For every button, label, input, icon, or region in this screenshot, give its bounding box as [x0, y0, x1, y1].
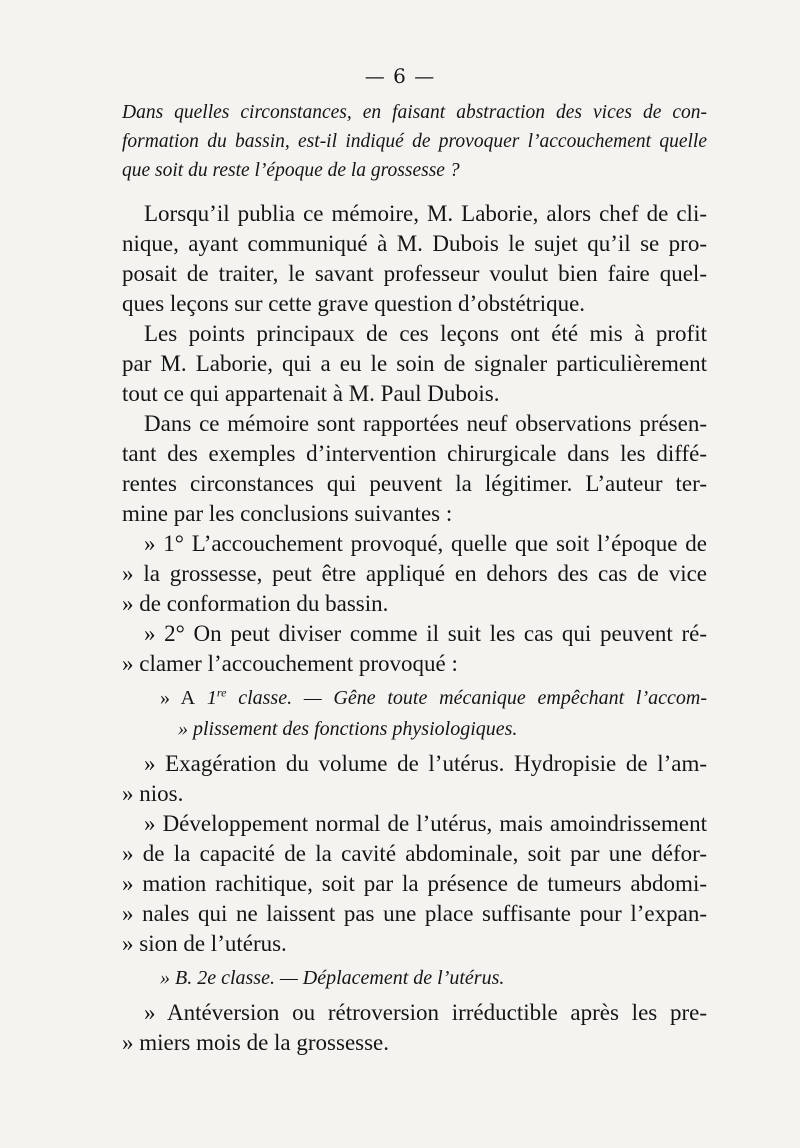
text-line: » 2° On peut diviser comme il suit les cas qui peuvent ré- [144, 621, 707, 646]
text-line: » miers mois de la grossesse. [122, 1030, 390, 1055]
class-b-heading [122, 963, 707, 994]
paragraph-1 [122, 199, 707, 319]
class-a-heading [122, 683, 707, 745]
conclusion-2 [122, 619, 707, 679]
text-line: » nales qui ne laissent pas une place suffisante pour l’expan- [122, 901, 707, 926]
text-line: » la grossesse, peut être appliqué en dehors des cas de vice [122, 561, 707, 586]
text-line: que soit du reste l’époque de la grossesse ? [122, 160, 460, 181]
paragraph-2 [122, 319, 707, 409]
text-line: » Exagération du volume de l’utérus. Hydropisie de l’am- [144, 751, 707, 776]
text-line: Dans ce mémoire sont rapportées neuf observations présen- [144, 411, 707, 436]
developpement-paragraph [122, 809, 707, 959]
class-a-ordinal: 1 [206, 687, 217, 709]
text-line: rentes circonstances qui peuvent la légitimer. L’auteur ter- [122, 471, 707, 496]
text-line: » de conformation du bassin. [122, 591, 389, 616]
class-a-prefix: » A [160, 687, 196, 709]
question-paragraph [122, 98, 707, 185]
text-line: » nios. [122, 781, 184, 806]
text-line: posait de traiter, le savant professeur voulut bien faire quel- [122, 261, 707, 286]
text-line: tant des exemples d’intervention chirurgicale dans les diffé- [122, 441, 707, 466]
text-line [122, 683, 707, 714]
page-number: — 6 — [364, 64, 436, 88]
anteversion-paragraph [122, 998, 707, 1058]
class-a-ordinal-sup: re [216, 685, 227, 700]
text-line: formation du bassin, est-il indiqué de provoquer l’accouchement quelle [122, 131, 707, 152]
text-line: » B. 2e classe. — Déplacement de l’utérus. [160, 967, 505, 989]
text-line: » Antéversion ou rétroversion irréductible après les pre- [144, 1000, 707, 1025]
text-line: Lorsqu’il publia ce mémoire, M. Laborie, alors chef de cli- [144, 201, 707, 226]
text-line: mine par les conclusions suivantes : [122, 501, 453, 526]
text-line: » Développement normal de l’utérus, mais amoindrissement [144, 811, 707, 836]
text-line: » de la capacité de la cavité abdominale, soit par une défor- [122, 841, 707, 866]
text-line: » mation rachitique, soit par la présence de tumeurs abdomi- [122, 871, 707, 896]
exageration-paragraph [122, 749, 707, 809]
text-line: » clamer l’accouchement provoqué : [122, 651, 458, 676]
paragraph-3 [122, 409, 707, 529]
text-line: ques leçons sur cette grave question d’obstétrique. [122, 291, 586, 316]
text-line: par M. Laborie, qui a eu le soin de signaler particulièrement [122, 351, 707, 376]
text-line: » sion de l’utérus. [122, 931, 287, 956]
text-line: » plissement des fonctions physiologiques. [178, 718, 518, 740]
class-a-title: classe. — Gêne toute mécanique empêchant l’accom- [226, 687, 708, 709]
text-line: » 1° L’accouchement provoqué, quelle que soit l’époque de [144, 531, 707, 556]
text-line: Les points principaux de ces leçons ont été mis à profit [144, 321, 707, 346]
body-text [122, 98, 707, 1058]
text-line: Dans quelles circonstances, en faisant abstraction des vices de con- [122, 102, 707, 123]
conclusion-1 [122, 529, 707, 619]
text-line: nique, ayant communiqué à M. Dubois le sujet qu’il se pro- [122, 231, 707, 256]
text-line: tout ce qui appartenait à M. Paul Dubois. [122, 381, 500, 406]
